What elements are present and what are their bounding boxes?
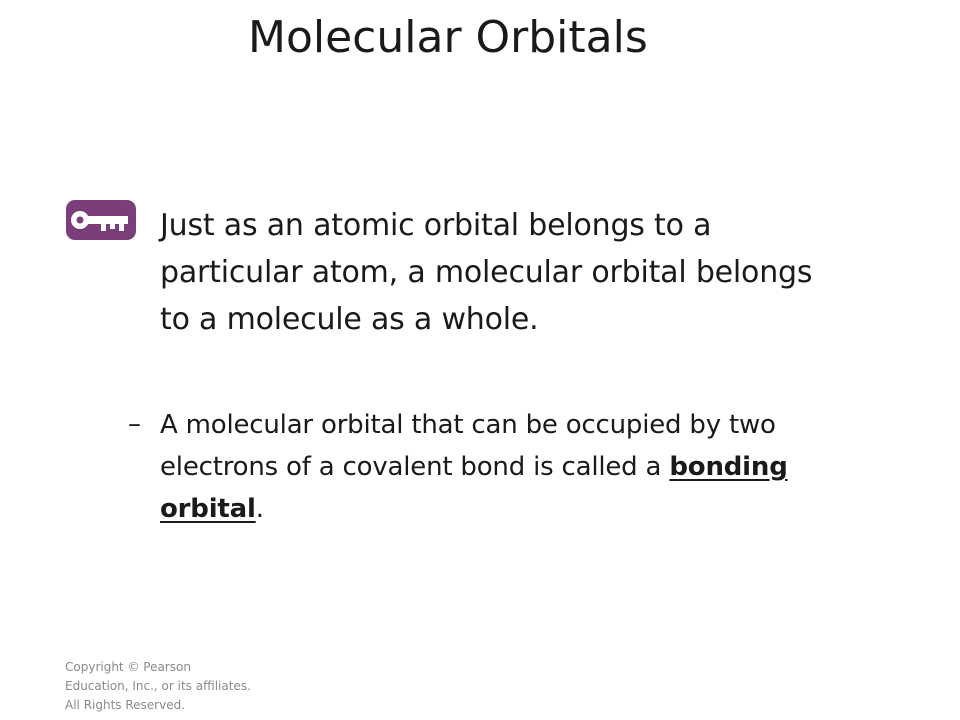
sub-bullet [160,404,840,530]
slide-title: Molecular Orbitals [248,12,648,63]
copyright-line: Education, Inc., or its affiliates. [65,679,251,693]
sub-bullet-dash: – [128,409,141,439]
key-term: bonding orbital [160,452,788,524]
copyright-line: Copyright © Pearson [65,660,191,674]
copyright-line: All Rights Reserved. [65,698,186,712]
sub-bullet-text: A molecular orbital that can be occupied by two electrons of a covalent bond is called a [160,410,776,482]
key-icon [65,198,137,242]
copyright-notice [65,658,280,715]
sub-bullet-end: . [255,494,264,524]
main-bullet-text: Just as an atomic orbital belongs to a particular atom, a molecular orbital belongs to a molecule as a whole. [160,208,813,337]
